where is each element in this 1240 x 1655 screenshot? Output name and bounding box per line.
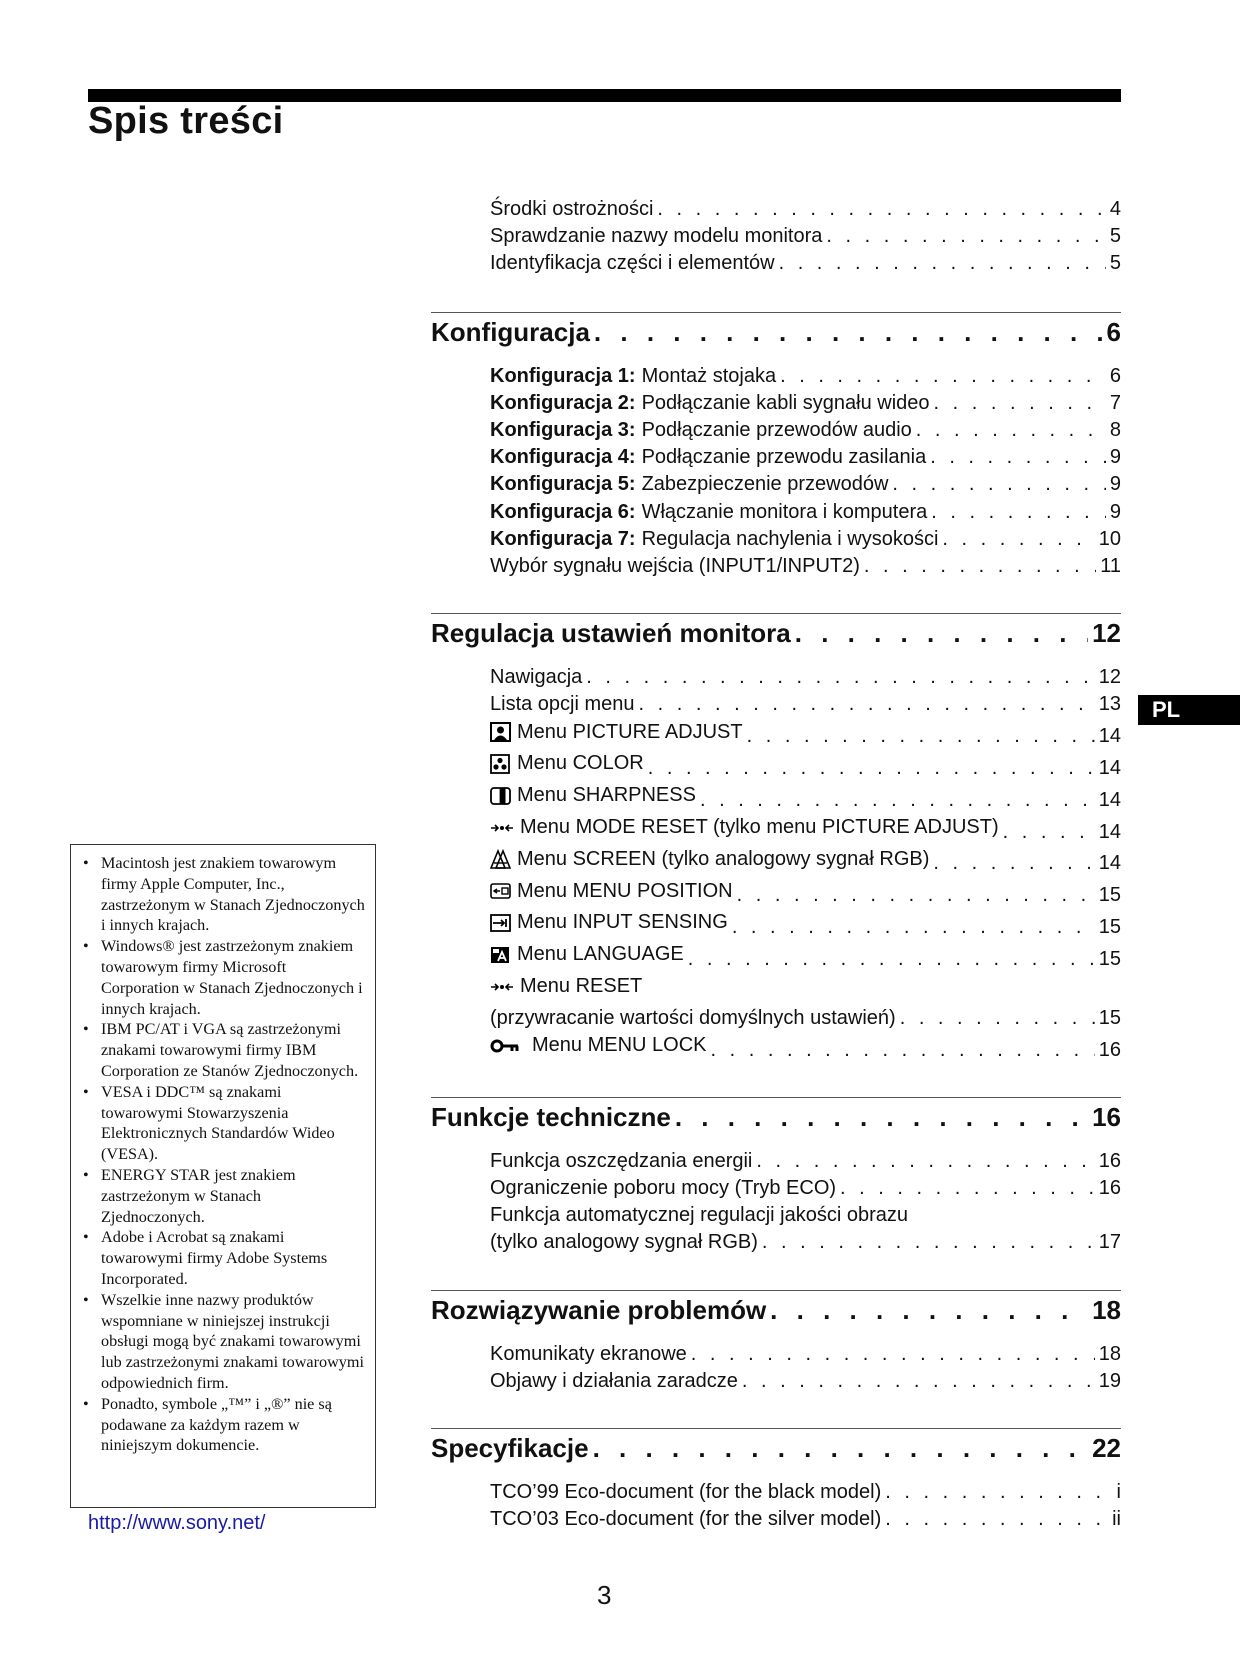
toc-entry-page: 19 — [1098, 1369, 1121, 1392]
toc-entry-page: i — [1116, 1481, 1121, 1504]
color-icon — [490, 754, 511, 774]
section-rozwiazywanie — [431, 1290, 1121, 1395]
toc-entry[interactable] — [490, 553, 1121, 580]
toc-entry[interactable] — [490, 363, 1121, 390]
section-heading[interactable] — [431, 312, 1121, 351]
toc-entry[interactable] — [490, 1506, 1121, 1533]
language-icon — [490, 945, 511, 965]
toc-entry-label: Montaż stojaka — [641, 364, 777, 387]
section-regulacja — [431, 613, 1121, 1064]
dot-leader — [933, 850, 1094, 877]
section-title: Funkcje techniczne — [431, 1101, 671, 1132]
dot-leader — [648, 755, 1095, 782]
toc-entry-page: 9 — [1109, 446, 1121, 469]
dot-leader — [942, 526, 1094, 553]
toc-entry-page: 14 — [1098, 725, 1121, 748]
toc-entry-label: Środki ostrożności — [490, 198, 654, 220]
dot-leader — [779, 250, 1106, 277]
dot-leader — [1003, 819, 1095, 846]
dot-leader — [732, 914, 1095, 941]
dot-leader — [930, 444, 1106, 471]
toc-entry[interactable] — [490, 750, 1121, 782]
toc-entry[interactable] — [490, 444, 1121, 471]
dot-leader — [586, 664, 1094, 691]
toc-entry-label: Funkcja automatycznej regulacji jakości obrazu — [490, 1204, 908, 1227]
toc-entry[interactable] — [490, 846, 1121, 878]
dot-leader — [885, 1479, 1112, 1506]
toc-entry[interactable] — [490, 1368, 1121, 1395]
section-specyfikacje — [431, 1428, 1121, 1533]
toc-entry-label: Menu LANGUAGE — [517, 943, 684, 966]
trademark-item: • ENERGY STAR jest znakiem zastrzeżonym w Stanach Zjednoczonych. — [101, 1165, 367, 1227]
dot-leader — [931, 499, 1106, 526]
toc-entry-label: Menu RESET — [520, 975, 643, 998]
toc-entry-page: 5 — [1109, 252, 1121, 275]
toc-entry-page: 14 — [1098, 788, 1121, 811]
toc-entry[interactable] — [490, 499, 1121, 526]
toc-entry-page: 12 — [1098, 666, 1121, 689]
toc-entry-label: Menu MENU POSITION — [517, 879, 733, 902]
toc-entry-page: 6 — [1109, 364, 1121, 387]
sony-url-link[interactable]: http://www.sony.net/ — [88, 1512, 266, 1534]
trademark-item: • Windows® jest zastrzeżonym znakiem towarowym firmy Microsoft Corporation w Stanach Zjednoczonych i innych krajach. — [101, 936, 367, 1019]
screen-icon — [490, 849, 511, 869]
toc-entry-label: Komunikaty ekranowe — [490, 1342, 687, 1365]
toc-entry-page: 13 — [1098, 693, 1121, 716]
section-page: 22 — [1092, 1433, 1121, 1464]
dot-leader — [795, 618, 1088, 649]
picture-adjust-icon — [490, 722, 511, 742]
toc-entry[interactable] — [490, 691, 1121, 718]
toc-entry-page: 15 — [1098, 884, 1121, 907]
toc-entry-label: Podłączanie przewodów audio — [641, 419, 912, 442]
page-title: Spis treści — [88, 100, 284, 142]
trademark-item: • VESA i DDC™ są znakami towarowymi Stowarzyszenia Elektronicznych Standardów Wideo (VESA). — [101, 1082, 367, 1165]
section-title: Specyfikacje — [431, 1433, 589, 1464]
toc-entry-label: Identyfikacja części i elementów — [490, 252, 775, 275]
trademark-item: • Wszelkie inne nazwy produktów wspomniane w niniejszej instrukcji obsługi mogą być znakami towarowymi lub zastrzeżonymi znakami towarowymi odpowiednich firm. — [101, 1290, 367, 1394]
toc-entry-page: 14 — [1098, 757, 1121, 780]
toc-entry-label: Ograniczenie poboru mocy (Tryb ECO) — [490, 1177, 837, 1200]
toc-entry-label: Sprawdzanie nazwy modelu monitora — [490, 225, 823, 248]
trademark-item: • Macintosh jest znakiem towarowym firmy Apple Computer, Inc., zastrzeżonym w Stanach Zjednoczonych i innych krajach. — [101, 853, 367, 936]
toc-entry[interactable] — [490, 196, 1121, 223]
toc-entry-label: Nawigacja — [490, 666, 583, 689]
toc-entry-page: 14 — [1098, 820, 1121, 843]
toc-entry-label: Podłączanie przewodu zasilania — [641, 446, 927, 469]
dot-leader — [737, 882, 1095, 909]
toc-entry-page: 18 — [1098, 1342, 1121, 1365]
toc-entry[interactable] — [490, 909, 1121, 941]
toc-entry-page: 10 — [1098, 527, 1121, 550]
toc-entry-label: (tylko analogowy sygnał RGB) — [490, 1231, 758, 1254]
toc-entry[interactable] — [490, 250, 1121, 277]
toc-entry-page: 16 — [1098, 1149, 1121, 1172]
dot-leader — [688, 946, 1095, 973]
toc-entry-page: 7 — [1109, 391, 1121, 414]
toc-entry-label: Wybór sygnału wejścia (INPUT1/INPUT2) — [490, 555, 860, 578]
section-title: Konfiguracja — [431, 316, 590, 347]
dot-leader — [916, 417, 1106, 444]
toc-entry-page: 5 — [1109, 225, 1121, 248]
toc-entry[interactable] — [490, 223, 1121, 250]
trademark-item: • Adobe i Acrobat są znakami towarowymi firmy Adobe Systems Incorporated. — [101, 1227, 367, 1289]
dot-leader — [700, 787, 1095, 814]
dot-leader — [826, 223, 1105, 250]
sharpness-icon — [490, 786, 511, 806]
dot-leader — [657, 196, 1105, 223]
section-title: Regulacja ustawień monitora — [431, 618, 791, 649]
section-konfiguracja — [431, 312, 1121, 581]
toc-entry[interactable] — [490, 941, 1121, 973]
step-label: Konfiguracja 1: — [490, 364, 636, 387]
toc-entry-label: Podłączanie kabli sygnału wideo — [641, 391, 930, 414]
toc-entry-page: 15 — [1098, 1006, 1121, 1029]
trademark-item: • IBM PC/AT i VGA są zastrzeżonymi znakami towarowymi firmy IBM Corporation ze Stanów Zjednoczonych. — [101, 1019, 367, 1081]
step-label: Konfiguracja 4: — [490, 446, 636, 469]
dot-leader — [780, 363, 1106, 390]
toc-entry[interactable] — [490, 1005, 1121, 1032]
toc-entry-label: TCO’03 Eco-document (for the silver model) — [490, 1508, 882, 1531]
dot-leader — [900, 1005, 1095, 1032]
trademark-item: • Ponadto, symbole „™” i „®” nie są podawane za każdym razem w niniejszym dokumencie. — [101, 1394, 367, 1456]
toc-entry-label: Menu COLOR — [517, 752, 644, 775]
step-label: Konfiguracja 2: — [490, 391, 636, 414]
dot-leader — [892, 471, 1105, 498]
toc-entry-page: 16 — [1098, 1038, 1121, 1061]
toc-entry[interactable] — [490, 1479, 1121, 1506]
dot-leader — [934, 390, 1106, 417]
section-heading[interactable] — [431, 1097, 1121, 1136]
toc-entry-label: Menu MODE RESET (tylko menu PICTURE ADJUST) — [520, 816, 999, 839]
dot-leader — [770, 1295, 1088, 1326]
section-heading[interactable] — [431, 613, 1121, 652]
toc-entry[interactable] — [490, 1032, 1121, 1064]
menu-position-icon — [490, 881, 511, 901]
toc-entry-page: 9 — [1109, 500, 1121, 523]
dot-leader — [747, 723, 1095, 750]
trademark-notice — [70, 844, 376, 1508]
section-heading[interactable] — [431, 1428, 1121, 1467]
section-page: 12 — [1092, 618, 1121, 649]
toc-entry[interactable] — [490, 782, 1121, 814]
section-heading[interactable] — [431, 1290, 1121, 1329]
toc-entry-page: 17 — [1098, 1231, 1121, 1254]
toc-entry-label: Menu MENU LOCK — [532, 1034, 707, 1057]
toc-entry[interactable] — [490, 878, 1121, 910]
toc-entry[interactable] — [490, 719, 1121, 751]
toc-entry-page: 14 — [1098, 852, 1121, 875]
toc-entry-page: 11 — [1100, 555, 1121, 578]
toc-entry-label: Menu SCREEN (tylko analogowy sygnał RGB) — [517, 847, 930, 870]
toc-entry[interactable] — [490, 526, 1121, 553]
toc-entry-page: 15 — [1098, 947, 1121, 970]
step-label: Konfiguracja 3: — [490, 419, 636, 442]
toc-entry[interactable] — [490, 664, 1121, 691]
reset-icon — [490, 977, 514, 997]
section-page: 18 — [1092, 1294, 1121, 1325]
toc-entry[interactable] — [490, 417, 1121, 444]
toc-entry-label: Menu PICTURE ADJUST — [517, 720, 743, 743]
toc-entry[interactable] — [490, 1148, 1121, 1175]
section-funkcje — [431, 1097, 1121, 1257]
toc-entry-label: Regulacja nachylenia i wysokości — [641, 527, 939, 550]
toc-entry-label: Zabezpieczenie przewodów — [641, 473, 889, 496]
dot-leader — [762, 1229, 1095, 1256]
toc-entry-label: Objawy i działania zaradcze — [490, 1369, 738, 1392]
toc-entry-page: 15 — [1098, 916, 1121, 939]
toc-entry-label: (przywracanie wartości domyślnych ustawień) — [490, 1006, 896, 1029]
step-label: Konfiguracja 5: — [490, 473, 636, 496]
toc-entry-label: Funkcja oszczędzania energii — [490, 1149, 753, 1172]
step-label: Konfiguracja 6: — [490, 500, 636, 523]
mode-reset-icon — [490, 818, 514, 838]
toc-entry[interactable] — [490, 1229, 1121, 1256]
toc-entry-page: 9 — [1109, 473, 1121, 496]
section-page: 16 — [1092, 1101, 1121, 1132]
language-tab: PL — [1138, 695, 1240, 725]
dot-leader — [864, 553, 1096, 580]
menu-lock-icon — [490, 1036, 520, 1056]
step-label: Konfiguracja 7: — [490, 527, 636, 550]
dot-leader — [593, 1433, 1089, 1464]
section-title: Rozwiązywanie problemów — [431, 1294, 767, 1325]
toc-entry-page: 4 — [1109, 198, 1121, 220]
toc-entry-label: TCO’99 Eco-document (for the black model) — [490, 1481, 882, 1504]
page-number: 3 — [597, 1580, 612, 1610]
dot-leader — [711, 1037, 1095, 1064]
toc-entry[interactable] — [490, 973, 1121, 1005]
toc-entry[interactable] — [490, 1202, 1121, 1229]
toc-entry-page: ii — [1112, 1508, 1121, 1531]
toc-entry-label: Menu INPUT SENSING — [517, 911, 728, 934]
toc-entry[interactable] — [490, 471, 1121, 498]
toc-entry-page: 8 — [1109, 419, 1121, 442]
dot-leader — [594, 317, 1103, 348]
section-page: 6 — [1106, 316, 1121, 347]
dot-leader — [840, 1175, 1095, 1202]
dot-leader — [742, 1368, 1095, 1395]
input-sensing-icon — [490, 913, 511, 933]
toc-entry-label: Włączanie monitora i komputera — [641, 500, 928, 523]
toc-entry-label: Lista opcji menu — [490, 693, 635, 716]
dot-leader — [675, 1102, 1088, 1133]
dot-leader — [756, 1148, 1094, 1175]
dot-leader — [885, 1506, 1108, 1533]
toc-entry[interactable] — [490, 1175, 1121, 1202]
table-of-contents — [431, 196, 1121, 1566]
intro-group — [431, 196, 1121, 278]
dot-leader — [639, 691, 1095, 718]
toc-entry-page: 16 — [1098, 1177, 1121, 1200]
toc-entry[interactable] — [490, 1341, 1121, 1368]
dot-leader — [691, 1341, 1095, 1368]
toc-entry[interactable] — [490, 814, 1121, 846]
toc-entry-label: Menu SHARPNESS — [517, 784, 696, 807]
toc-entry[interactable] — [490, 390, 1121, 417]
